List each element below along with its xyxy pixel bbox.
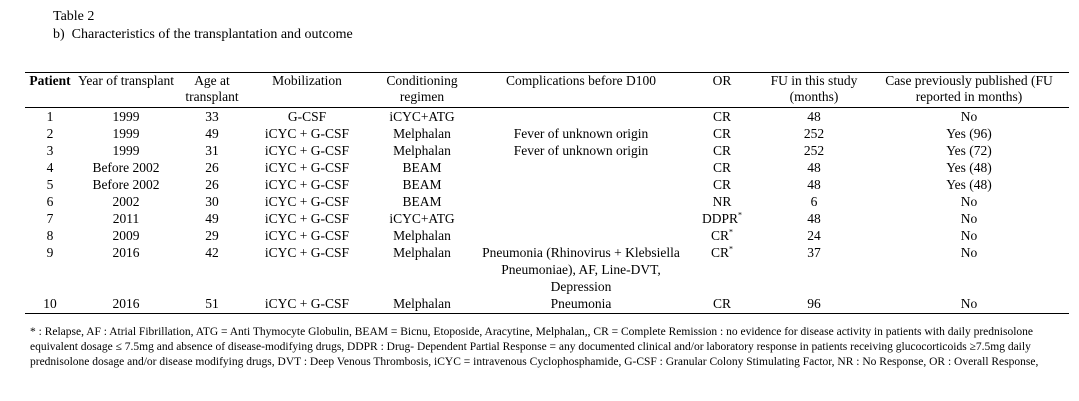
cell-fu: 48 <box>807 160 821 175</box>
cell-published: No <box>960 211 978 226</box>
cell-conditioning: BEAM <box>402 160 442 175</box>
or-value: CR <box>712 177 731 192</box>
cell-or <box>685 244 759 295</box>
cell-conditioning: BEAM <box>402 177 442 192</box>
cell-patient: 5 <box>46 177 54 192</box>
cell-published: No <box>960 245 978 260</box>
cell-conditioning: BEAM <box>402 194 442 209</box>
cell-age: 26 <box>205 177 219 192</box>
cell-conditioning: iCYC+ATG <box>389 109 455 124</box>
cell-complications <box>477 108 685 126</box>
cell-mobilization: iCYC + G-CSF <box>264 245 350 260</box>
cell-year: 1999 <box>112 143 140 158</box>
cell-mobilization: G-CSF <box>287 109 327 124</box>
table-subtitle: b) Characteristics of the transplantation and outcome <box>53 27 353 42</box>
cell-conditioning: Melphalan <box>393 228 451 243</box>
cell-mobilization: iCYC + G-CSF <box>264 296 350 311</box>
cell-published: Yes (48) <box>946 160 992 175</box>
cell-or <box>685 210 759 227</box>
table-row <box>25 125 1069 142</box>
cell-year: 2011 <box>112 211 140 226</box>
header-conditioning: Conditioning regimen <box>386 73 458 104</box>
cell-conditioning: Melphalan <box>393 126 451 141</box>
cell-mobilization: iCYC + G-CSF <box>264 228 350 243</box>
cell-patient: 1 <box>46 109 54 124</box>
cell-complications <box>477 210 685 227</box>
header-or: OR <box>712 73 732 88</box>
cell-patient: 9 <box>46 245 54 260</box>
cell-published: Yes (48) <box>946 177 992 192</box>
cell-year: 1999 <box>112 126 140 141</box>
header-fu: FU in this study (months) <box>770 73 858 104</box>
cell-or <box>685 142 759 159</box>
cell-year: Before 2002 <box>92 177 160 192</box>
header-patient: Patient <box>29 73 71 88</box>
cell-published: No <box>960 228 978 243</box>
cell-complications: Fever of unknown origin <box>513 143 649 158</box>
cell-patient: 6 <box>46 194 54 209</box>
or-value: NR <box>712 194 732 209</box>
cell-published: Yes (72) <box>946 143 992 158</box>
cell-mobilization: iCYC + G-CSF <box>264 194 350 209</box>
cell-mobilization: iCYC + G-CSF <box>264 177 350 192</box>
cell-fu: 48 <box>807 211 821 226</box>
cell-conditioning: iCYC+ATG <box>389 211 455 226</box>
cell-year: 2016 <box>112 296 140 311</box>
cell-conditioning: Melphalan <box>393 143 451 158</box>
or-value: DDPR <box>701 211 738 226</box>
or-value: CR <box>710 228 729 243</box>
cell-patient: 7 <box>46 211 54 226</box>
cell-patient: 3 <box>46 143 54 158</box>
cell-or <box>685 193 759 210</box>
table-row <box>25 193 1069 210</box>
cell-fu: 96 <box>807 296 821 311</box>
cell-conditioning: Melphalan <box>393 296 451 311</box>
table-row <box>25 176 1069 193</box>
cell-complications <box>477 176 685 193</box>
header-published: Case previously published (FU reported in months) <box>885 73 1053 104</box>
cell-complications: Pneumonia <box>550 296 612 311</box>
cell-or <box>685 125 759 142</box>
table-footnote: * : Relapse, AF : Atrial Fibrillation, ATG = Anti Thymocyte Globulin, BEAM = Bicnu, Etoposide, Aracytine, Melphalan,, CR = Complete Remission : no evidence for disease activity in patients with daily prednisolone equivalent dosage ≤ 7.5mg and absence of disease-modifying drugs, DDPR : Drug- Dependent Partial Response = any documented clinical and/or laboratory response in patients receiving glucocorticoids ≥7.5mg daily prednisolone dosage and/or disease modifying drugs, DVT : Deep Venous Thrombosis, iCYC = intravenous Cyclophosphamide, G-CSF : Granular Colony Stimulating Factor, NR : No Response, OR : Overall Response, <box>30 326 1039 368</box>
table-row <box>25 244 1069 295</box>
cell-mobilization: iCYC + G-CSF <box>264 211 350 226</box>
or-value: CR <box>712 160 731 175</box>
cell-fu: 252 <box>803 126 825 141</box>
cell-fu: 37 <box>807 245 821 260</box>
cell-published: No <box>960 109 978 124</box>
header-age: Age at transplant <box>185 73 239 104</box>
cell-patient: 10 <box>43 296 57 311</box>
or-value: CR <box>712 109 731 124</box>
cell-age: 33 <box>205 109 219 124</box>
cell-fu: 6 <box>810 194 818 209</box>
cell-or <box>685 295 759 314</box>
cell-age: 29 <box>205 228 219 243</box>
relapse-marker: * <box>729 227 733 237</box>
table-title: Table 2 <box>53 9 95 24</box>
cell-patient: 8 <box>46 228 54 243</box>
cell-age: 49 <box>205 126 219 141</box>
cell-or <box>685 159 759 176</box>
table-row <box>25 227 1069 244</box>
cell-mobilization: iCYC + G-CSF <box>264 126 350 141</box>
table-row <box>25 159 1069 176</box>
cell-or <box>685 176 759 193</box>
cell-mobilization: iCYC + G-CSF <box>264 143 350 158</box>
cell-mobilization: iCYC + G-CSF <box>264 160 350 175</box>
cell-conditioning: Melphalan <box>393 245 451 260</box>
or-value: CR <box>712 143 731 158</box>
cell-age: 26 <box>205 160 219 175</box>
cell-fu: 24 <box>807 228 821 243</box>
cell-year: 2009 <box>112 228 140 243</box>
cell-year: Before 2002 <box>92 160 160 175</box>
relapse-marker: * <box>729 244 733 254</box>
cell-age: 31 <box>205 143 219 158</box>
cell-year: 1999 <box>112 109 140 124</box>
cell-published: No <box>960 194 978 209</box>
cell-patient: 4 <box>46 160 54 175</box>
cell-fu: 48 <box>807 109 821 124</box>
or-value: CR <box>712 126 731 141</box>
header-mobilization: Mobilization <box>272 73 342 88</box>
cell-or <box>685 108 759 126</box>
characteristics-table <box>25 72 1069 314</box>
cell-complications <box>477 193 685 210</box>
cell-year: 2002 <box>112 194 140 209</box>
table-row <box>25 295 1069 314</box>
cell-fu: 48 <box>807 177 821 192</box>
cell-age: 49 <box>205 211 219 226</box>
cell-or <box>685 227 759 244</box>
cell-complications <box>477 159 685 176</box>
cell-complications: Fever of unknown origin <box>513 126 649 141</box>
cell-age: 42 <box>205 245 219 260</box>
cell-age: 51 <box>205 296 219 311</box>
cell-published: No <box>960 296 978 311</box>
cell-published: Yes (96) <box>946 126 992 141</box>
header-complications: Complications before D100 <box>506 73 656 88</box>
table-row <box>25 142 1069 159</box>
or-value: CR <box>712 296 731 311</box>
cell-year: 2016 <box>112 245 140 260</box>
cell-patient: 2 <box>46 126 54 141</box>
cell-fu: 252 <box>803 143 825 158</box>
cell-complications <box>477 227 685 244</box>
table-body <box>25 108 1069 314</box>
relapse-marker: * <box>738 210 742 220</box>
cell-age: 30 <box>205 194 219 209</box>
cell-complications: Pneumonia (Rhinovirus + Klebsiella Pneumoniae), AF, Line-DVT, Depression <box>482 245 680 294</box>
table-header-row <box>25 73 1069 108</box>
table-row <box>25 210 1069 227</box>
table-row <box>25 108 1069 126</box>
header-year: Year of transplant <box>77 73 175 88</box>
or-value: CR <box>710 245 729 260</box>
